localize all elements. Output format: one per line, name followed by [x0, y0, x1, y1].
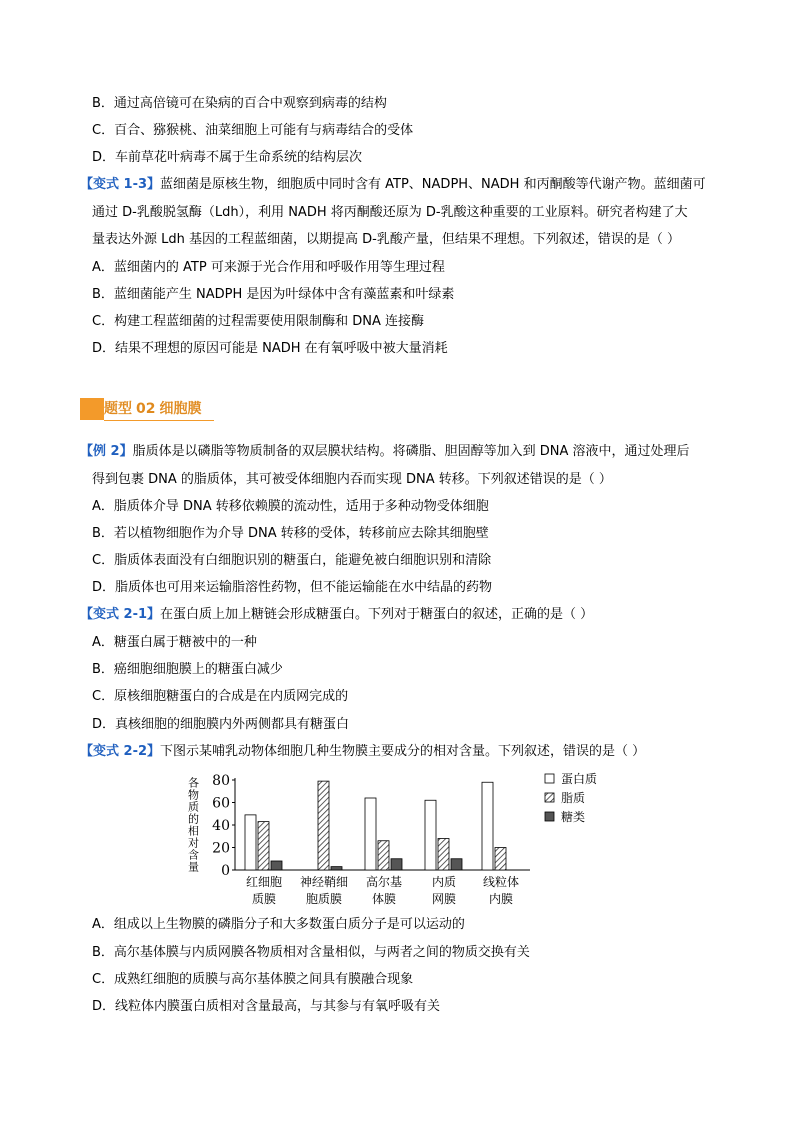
option-line [92, 998, 440, 1016]
question-stem [80, 606, 593, 624]
option-line-text: D．线粒体内膜蛋白质相对含量最高，与其参与有氧呼吸有关 [92, 999, 441, 1014]
option-line-text: D．车前草花叶病毒不属于生命系统的结构层次 [92, 150, 363, 165]
bar-0 [365, 798, 376, 870]
option-line-text: D．真核细胞的细胞膜内外两侧都具有糖蛋白 [92, 717, 350, 732]
bar-2 [451, 859, 462, 870]
option-line [92, 259, 445, 277]
y-tick-label: 40 [212, 818, 230, 834]
legend-swatch-2 [545, 812, 554, 821]
bar-1 [258, 822, 269, 870]
question-tag: 【变式 2-1】 [80, 607, 161, 622]
option-line [92, 498, 489, 516]
x-tick-label: 网膜 [431, 892, 457, 906]
option-line-text: A．蓝细菌内的 ATP 可来源于光合作用和呼吸作用等生理过程 [92, 260, 445, 275]
option-line [92, 552, 491, 570]
section-number: 02 [136, 401, 156, 417]
x-tick-label: 内质 [431, 875, 457, 889]
bar-1 [378, 841, 389, 870]
y-tick-label: 60 [212, 795, 230, 812]
x-tick-label: 线粒体 [482, 875, 520, 889]
question-stem-text: 在蛋白质上加上糖链会形成糖蛋白。下列对于糖蛋白的叙述，正确的是（ ） [160, 607, 594, 622]
question-stem-line-text: 得到包裹 DNA 的脂质体，其可被受体细胞内吞而实现 DNA 转移。下列叙述错误的是（ ） [92, 472, 612, 487]
option-line [92, 313, 424, 331]
option-line [92, 661, 283, 679]
option-line-text: B．高尔基体膜与内质网膜各物质相对含量相似，与两者之间的物质交换有关 [92, 945, 530, 960]
section-name: 细胞膜 [159, 401, 202, 417]
option-line [92, 525, 489, 543]
x-tick-label: 质膜 [251, 892, 277, 906]
question-tag: 【例 2】 [80, 444, 133, 459]
bar-0 [482, 782, 493, 870]
question-stem-line-text: 通过 D-乳酸脱氢酶（Ldh），利用 NADH 将丙酮酸还原为 D-乳酸这种重要的工业原料。研究者构建了大 [92, 205, 688, 220]
question-stem [80, 176, 706, 194]
bar-chart [180, 770, 620, 910]
option-line-text: A．组成以上生物膜的磷脂分子和大多数蛋白质分子是可以运动的 [92, 917, 465, 932]
y-axis-label: 各物质的相对含量 [186, 777, 200, 873]
bar-1 [438, 839, 449, 871]
question-stem-text: 下图示某哺乳动物体细胞几种生物膜主要成分的相对含量。下列叙述，错误的是（ ） [160, 744, 646, 759]
question-stem-line-text: 量表达外源 Ldh 基因的工程蓝细菌，以期提高 D-乳酸产量，但结果不理想。下列叙述，错误的是（ ） [92, 232, 680, 247]
question-stem-line [92, 204, 688, 222]
option-line [92, 688, 348, 706]
y-tick-label: 0 [221, 863, 230, 879]
section-underline [104, 420, 214, 421]
option-line [92, 716, 349, 734]
x-tick-label: 体膜 [371, 892, 397, 906]
option-line-text: C．脂质体表面没有白细胞识别的糖蛋白，能避免被白细胞识别和清除 [92, 553, 492, 568]
question-stem-text: 脂质体是以磷脂等物质制备的双层膜状结构。将磷脂、胆固醇等加入到 DNA 溶液中，通过处理后 [132, 444, 690, 459]
bar-1 [318, 781, 329, 870]
x-tick-label: 高尔基 [365, 875, 403, 889]
legend-label: 脂质 [561, 791, 586, 805]
option-line [92, 916, 465, 934]
option-line [92, 286, 454, 304]
bar-1 [495, 848, 506, 871]
option-line-text: C．成熟红细胞的质膜与高尔基体膜之间具有膜融合现象 [92, 972, 414, 987]
question-stem-line [92, 471, 612, 489]
legend-swatch-0 [545, 774, 554, 783]
option-line [92, 579, 492, 597]
option-line-text: B．通过高倍镜可在染病的百合中观察到病毒的结构 [92, 96, 387, 111]
bar-0 [245, 815, 256, 870]
bar-2 [391, 859, 402, 870]
option-line-text: C．原核细胞糖蛋白的合成是在内质网完成的 [92, 689, 349, 704]
x-tick-label: 红细胞 [245, 875, 283, 889]
option-line-text: B．癌细胞细胞膜上的糖蛋白减少 [92, 662, 283, 677]
section-word: 题型 [104, 401, 132, 417]
option-line-text: D．脂质体也可用来运输脂溶性药物，但不能运输能在水中结晶的药物 [92, 580, 493, 595]
x-tick-label: 神经鞘细 [299, 875, 349, 889]
legend-swatch-1 [545, 793, 554, 802]
question-stem-text: 蓝细菌是原核生物，细胞质中同时含有 ATP、NADPH、NADH 和丙酮酸等代谢产物。蓝细菌可 [160, 177, 706, 192]
option-line [92, 944, 530, 962]
option-line [92, 122, 413, 140]
legend-label: 糖类 [561, 810, 586, 824]
option-line [92, 634, 257, 652]
option-line [92, 340, 448, 358]
question-stem [80, 743, 645, 761]
option-line-text: A．糖蛋白属于糖被中的一种 [92, 635, 257, 650]
legend-label: 蛋白质 [561, 772, 598, 786]
option-line [92, 971, 413, 989]
section-marker [80, 398, 104, 420]
option-line-text: C．构建工程蓝细菌的过程需要使用限制酶和 DNA 连接酶 [92, 314, 424, 329]
bar-2 [331, 867, 342, 870]
x-tick-label: 胞质膜 [305, 892, 343, 906]
y-tick-label: 80 [212, 773, 230, 789]
option-line-text: A．脂质体介导 DNA 转移依赖膜的流动性，适用于多种动物受体细胞 [92, 499, 489, 514]
section-label [104, 398, 201, 420]
option-line [92, 149, 362, 167]
option-line-text: C．百合、猕猴桃、油菜细胞上可能有与病毒结合的受体 [92, 123, 414, 138]
option-line-text: B．蓝细菌能产生 NADPH 是因为叶绿体中含有藻蓝素和叶绿素 [92, 287, 455, 302]
option-line-text: B．若以植物细胞作为介导 DNA 转移的受体，转移前应去除其细胞壁 [92, 526, 489, 541]
bar-0 [425, 800, 436, 870]
x-tick-label: 内膜 [488, 892, 514, 906]
option-line [92, 95, 387, 113]
option-line-text: D．结果不理想的原因可能是 NADH 在有氧呼吸中被大量消耗 [92, 341, 448, 356]
question-tag: 【变式 1-3】 [80, 177, 161, 192]
bar-2 [271, 861, 282, 870]
question-stem [80, 443, 689, 461]
question-tag: 【变式 2-2】 [80, 744, 161, 759]
question-stem-line [92, 231, 680, 249]
y-tick-label: 20 [212, 840, 230, 857]
